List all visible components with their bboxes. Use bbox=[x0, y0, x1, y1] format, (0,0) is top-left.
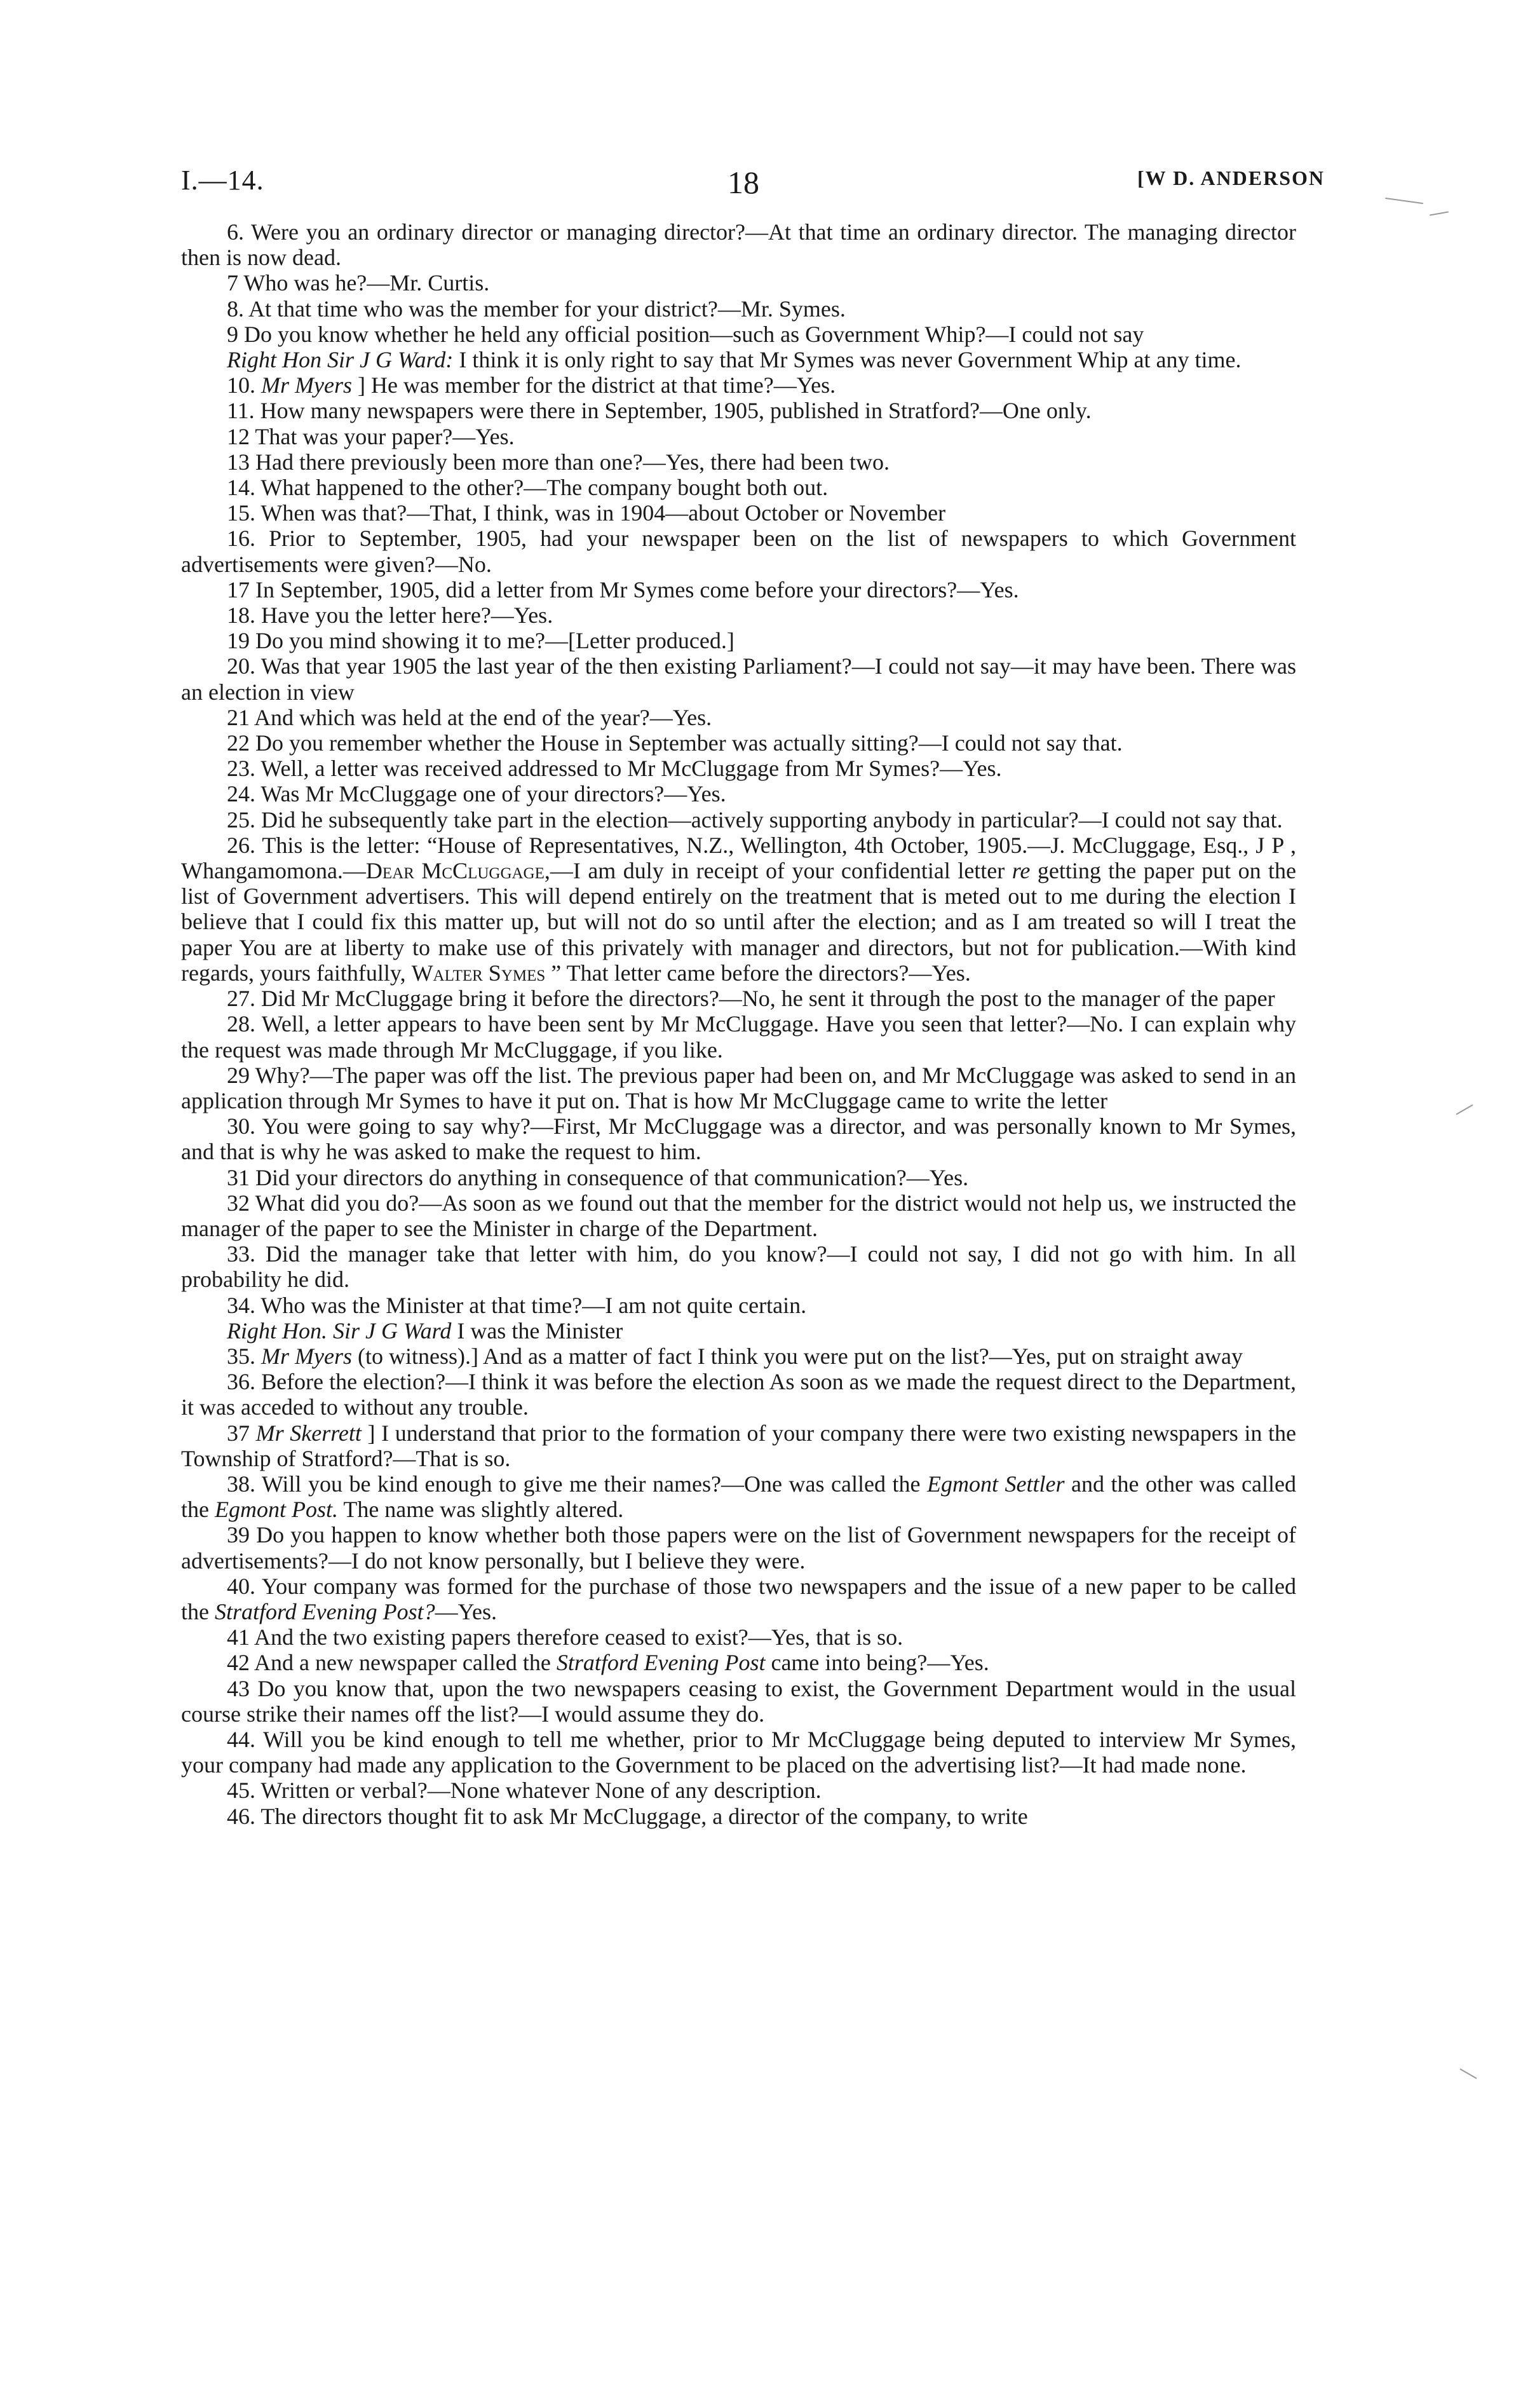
evidence-paragraph bbox=[181, 653, 1296, 704]
margin-tick-mark bbox=[1456, 1105, 1473, 1115]
evidence-paragraph bbox=[181, 986, 1296, 1011]
evidence-paragraph bbox=[181, 449, 1296, 475]
margin-scratch-mark bbox=[1385, 198, 1423, 204]
italic-text: re bbox=[1012, 858, 1031, 884]
evidence-paragraph bbox=[181, 577, 1296, 602]
paragraph-text: 27. Did Mr McCluggage bring it before the directors?—No, he sent it through the post to the manager of the paper bbox=[227, 986, 1275, 1012]
page-header bbox=[181, 164, 1325, 202]
italic-text: Egmont Post. bbox=[214, 1497, 338, 1523]
paragraph-text: 43 Do you know that, upon the two newspapers ceasing to exist, the Government Department would in the usual course strike their names off the list?—I would assume they do. bbox=[181, 1675, 1296, 1727]
italic-text: Mr Myers bbox=[261, 372, 352, 398]
paragraph-text: came into being?—Yes. bbox=[765, 1650, 989, 1676]
paragraph-text: 44. Will you be kind enough to tell me whether, prior to Mr McCluggage being deputed to interview Mr Symes, your company had made any application to the Government to be placed on the advertising list?—It had made none. bbox=[181, 1726, 1296, 1778]
evidence-paragraph bbox=[181, 1318, 1296, 1343]
paragraph-text: 10. bbox=[227, 372, 261, 398]
margin-tick-mark bbox=[1460, 2069, 1477, 2079]
paragraph-text: 29 Why?—The paper was off the list. The previous paper had been on, and Mr McCluggage was asked to send in an application through Mr Symes to have it put on. That is how Mr McCluggage came to write the letter bbox=[181, 1062, 1296, 1113]
evidence-paragraph bbox=[181, 1522, 1296, 1573]
paragraph-text: 32 What did you do?—As soon as we found out that the member for the district would not help us, we instructed the manager of the paper to see the Minister in charge of the Department. bbox=[181, 1190, 1296, 1241]
parliamentary-paper-reference: I.—14. bbox=[181, 165, 264, 196]
evidence-paragraph bbox=[181, 526, 1296, 576]
paragraph-text: 31 Did your directors do anything in consequence of that communication?—Yes. bbox=[227, 1164, 969, 1190]
paragraph-text: 37 bbox=[227, 1420, 256, 1446]
paragraph-text: 17 In September, 1905, did a letter from Mr Symes come before your directors?—Yes. bbox=[227, 576, 1019, 602]
italic-text: Stratford Evening Post? bbox=[214, 1598, 435, 1624]
paragraph-text: 24. Was Mr McCluggage one of your directors?—Yes. bbox=[227, 781, 726, 807]
paragraph-text: getting the paper put on the list of Government advertisers. This will depend entirely on the treatment that is meted out to me during the election I believe that I could fix this matter up, but will not do so until after the election; and as I am treated so will I treat the paper You are at liberty to make use of this privately with manager and directors, but not for publication.—With kind regards, yours faithfully, bbox=[181, 858, 1296, 986]
evidence-paragraph bbox=[181, 398, 1296, 423]
evidence-paragraph bbox=[181, 1369, 1296, 1420]
italic-text: Right Hon. Sir J G Ward bbox=[227, 1317, 452, 1343]
evidence-paragraph bbox=[181, 1471, 1296, 1522]
evidence-paragraph bbox=[181, 807, 1296, 833]
evidence-paragraph bbox=[181, 602, 1296, 628]
paragraph-text: 28. Well, a letter appears to have been sent by Mr McCluggage. Have you seen that letter?—No. I can explain why the request was made through Mr McCluggage, if you like. bbox=[181, 1011, 1296, 1063]
paragraph-text: 46. The directors thought fit to ask Mr McCluggage, a director of the company, to write bbox=[227, 1803, 1028, 1829]
paragraph-text: 15. When was that?—That, I think, was in 1904—about October or November bbox=[227, 500, 946, 526]
paragraph-text: ” That letter came before the directors?—Yes. bbox=[545, 960, 971, 986]
paragraph-text: 35. bbox=[227, 1343, 261, 1369]
evidence-paragraph bbox=[181, 1804, 1296, 1829]
evidence-paragraph bbox=[181, 1574, 1296, 1624]
evidence-paragraph bbox=[181, 1063, 1296, 1113]
evidence-paragraph bbox=[181, 1011, 1296, 1062]
small-caps-text: Walter Symes bbox=[411, 960, 546, 986]
paragraph-text: 18. Have you the letter here?—Yes. bbox=[227, 602, 553, 629]
evidence-paragraph bbox=[181, 1293, 1296, 1318]
evidence-paragraph bbox=[181, 322, 1296, 347]
margin-scratch-mark bbox=[1430, 211, 1449, 215]
evidence-paragraph bbox=[181, 219, 1296, 270]
paragraph-text: ,—I am duly in receipt of your confidential letter bbox=[544, 858, 1012, 884]
paragraph-text: 45. Written or verbal?—None whatever None of any description. bbox=[227, 1778, 822, 1804]
italic-text: Stratford Evening Post bbox=[556, 1650, 766, 1676]
evidence-paragraph bbox=[181, 475, 1296, 500]
paragraph-text: 42 And a new newspaper called the bbox=[227, 1650, 557, 1676]
evidence-paragraph bbox=[181, 705, 1296, 730]
evidence-paragraph bbox=[181, 270, 1296, 296]
evidence-paragraph bbox=[181, 296, 1296, 322]
paragraph-text: and the other was called the bbox=[181, 1471, 1296, 1523]
italic-text: Mr Skerrett bbox=[255, 1420, 362, 1446]
witness-name: [W D. ANDERSON bbox=[1137, 167, 1325, 189]
paragraph-text: 40. Your company was formed for the purchase of those two newspapers and the issue of a new paper to be called the bbox=[181, 1573, 1296, 1624]
paragraph-text: 30. You were going to say why?—First, Mr McCluggage was a director, and was personally known to Mr Symes, and that is why he was asked to make the request to him. bbox=[181, 1113, 1296, 1165]
paragraph-text: 41 And the two existing papers therefore ceased to exist?—Yes, that is so. bbox=[227, 1624, 904, 1650]
evidence-paragraph bbox=[181, 1241, 1296, 1292]
evidence-paragraph bbox=[181, 1778, 1296, 1803]
evidence-paragraph bbox=[181, 1624, 1296, 1650]
page-number: 18 bbox=[728, 165, 759, 200]
paragraph-text: 14. What happened to the other?—The company bought both out. bbox=[227, 475, 829, 501]
paragraph-text: 39 Do you happen to know whether both those papers were on the list of Government newspapers for the receipt of advertisements?—I do not know personally, but I believe they were. bbox=[181, 1522, 1296, 1574]
paragraph-text: 12 That was your paper?—Yes. bbox=[227, 423, 515, 449]
paragraph-text: 34. Who was the Minister at that time?—I am not quite certain. bbox=[227, 1292, 807, 1318]
italic-text: Right Hon Sir J G Ward: bbox=[227, 347, 454, 373]
italic-text: Egmont Settler bbox=[927, 1471, 1065, 1497]
evidence-paragraph bbox=[181, 1650, 1296, 1675]
paragraph-text: 13 Had there previously been more than one?—Yes, there had been two. bbox=[227, 449, 890, 475]
paragraph-text: 19 Do you mind showing it to me?—[Letter produced.] bbox=[227, 628, 734, 654]
paragraph-text: 11. How many newspapers were there in September, 1905, published in Stratford?—One only. bbox=[227, 398, 1092, 424]
evidence-paragraph bbox=[181, 1190, 1296, 1241]
evidence-paragraph bbox=[181, 1343, 1296, 1369]
evidence-text bbox=[181, 219, 1296, 1829]
paragraph-text: 16. Prior to September, 1905, had your newspaper been on the list of newspapers to which Government advertisements were given?—No. bbox=[181, 526, 1296, 577]
paragraph-text: 23. Well, a letter was received addressed to Mr McCluggage from Mr Symes?—Yes. bbox=[227, 756, 1002, 782]
evidence-paragraph bbox=[181, 1420, 1296, 1471]
paragraph-text: 38. Will you be kind enough to give me their names?—One was called the bbox=[227, 1471, 927, 1497]
paragraph-text: I think it is only right to say that Mr Symes was never Government Whip at any time. bbox=[453, 347, 1242, 373]
italic-text: Mr Myers bbox=[261, 1343, 352, 1369]
paragraph-text: 25. Did he subsequently take part in the election—actively supporting anybody in particular?—I could not say that. bbox=[227, 806, 1283, 833]
paragraph-text: 9 Do you know whether he held any official position—such as Government Whip?—I could not say bbox=[227, 321, 1144, 347]
paragraph-text: ] He was member for the district at that time?—Yes. bbox=[351, 372, 836, 398]
evidence-paragraph bbox=[181, 424, 1296, 449]
paragraph-text: (to witness).] And as a matter of fact I think you were put on the list?—Yes, put on straight away bbox=[351, 1343, 1243, 1369]
small-caps-text: Dear McCluggage bbox=[365, 858, 545, 884]
evidence-paragraph bbox=[181, 500, 1296, 526]
paragraph-text: 33. Did the manager take that letter with him, do you know?—I could not say, I did not go with him. In all probability he did. bbox=[181, 1241, 1296, 1293]
paragraph-text: 26. This is the letter: “House of Representatives, N.Z., Wellington, 4th October, 1905.—J. McCluggage, Esq., J P , Whangamomona.— bbox=[181, 832, 1296, 884]
evidence-paragraph bbox=[181, 833, 1296, 986]
evidence-paragraph bbox=[181, 1113, 1296, 1164]
evidence-paragraph bbox=[181, 628, 1296, 653]
paragraph-text: 7 Who was he?—Mr. Curtis. bbox=[227, 270, 490, 296]
evidence-paragraph bbox=[181, 781, 1296, 806]
paragraph-text: 21 And which was held at the end of the year?—Yes. bbox=[227, 704, 712, 730]
evidence-paragraph bbox=[181, 1165, 1296, 1190]
paragraph-text: 6. Were you an ordinary director or managing director?—At that time an ordinary director. The managing director then is now dead. bbox=[181, 219, 1296, 271]
paragraph-text: The name was slightly altered. bbox=[337, 1497, 624, 1523]
paragraph-text: —Yes. bbox=[435, 1598, 497, 1624]
paragraph-text: 20. Was that year 1905 the last year of the then existing Parliament?—I could not say—it may have been. There was an election in view bbox=[181, 653, 1296, 705]
evidence-paragraph bbox=[181, 347, 1296, 372]
evidence-paragraph bbox=[181, 730, 1296, 756]
paragraph-text: I was the Minister bbox=[451, 1317, 623, 1343]
paragraph-text: 36. Before the election?—I think it was before the election As soon as we made the request direct to the Department, it was acceded to without any trouble. bbox=[181, 1369, 1296, 1420]
evidence-paragraph bbox=[181, 756, 1296, 781]
evidence-paragraph bbox=[181, 1676, 1296, 1727]
paragraph-text: 8. At that time who was the member for your district?—Mr. Symes. bbox=[227, 296, 846, 322]
paragraph-text: 22 Do you remember whether the House in September was actually sitting?—I could not say that. bbox=[227, 730, 1123, 756]
evidence-paragraph bbox=[181, 1727, 1296, 1778]
evidence-paragraph bbox=[181, 372, 1296, 398]
paragraph-text: ] I understand that prior to the formation of your company there were two existing newspapers in the Township of Stratford?—That is so. bbox=[181, 1420, 1296, 1471]
